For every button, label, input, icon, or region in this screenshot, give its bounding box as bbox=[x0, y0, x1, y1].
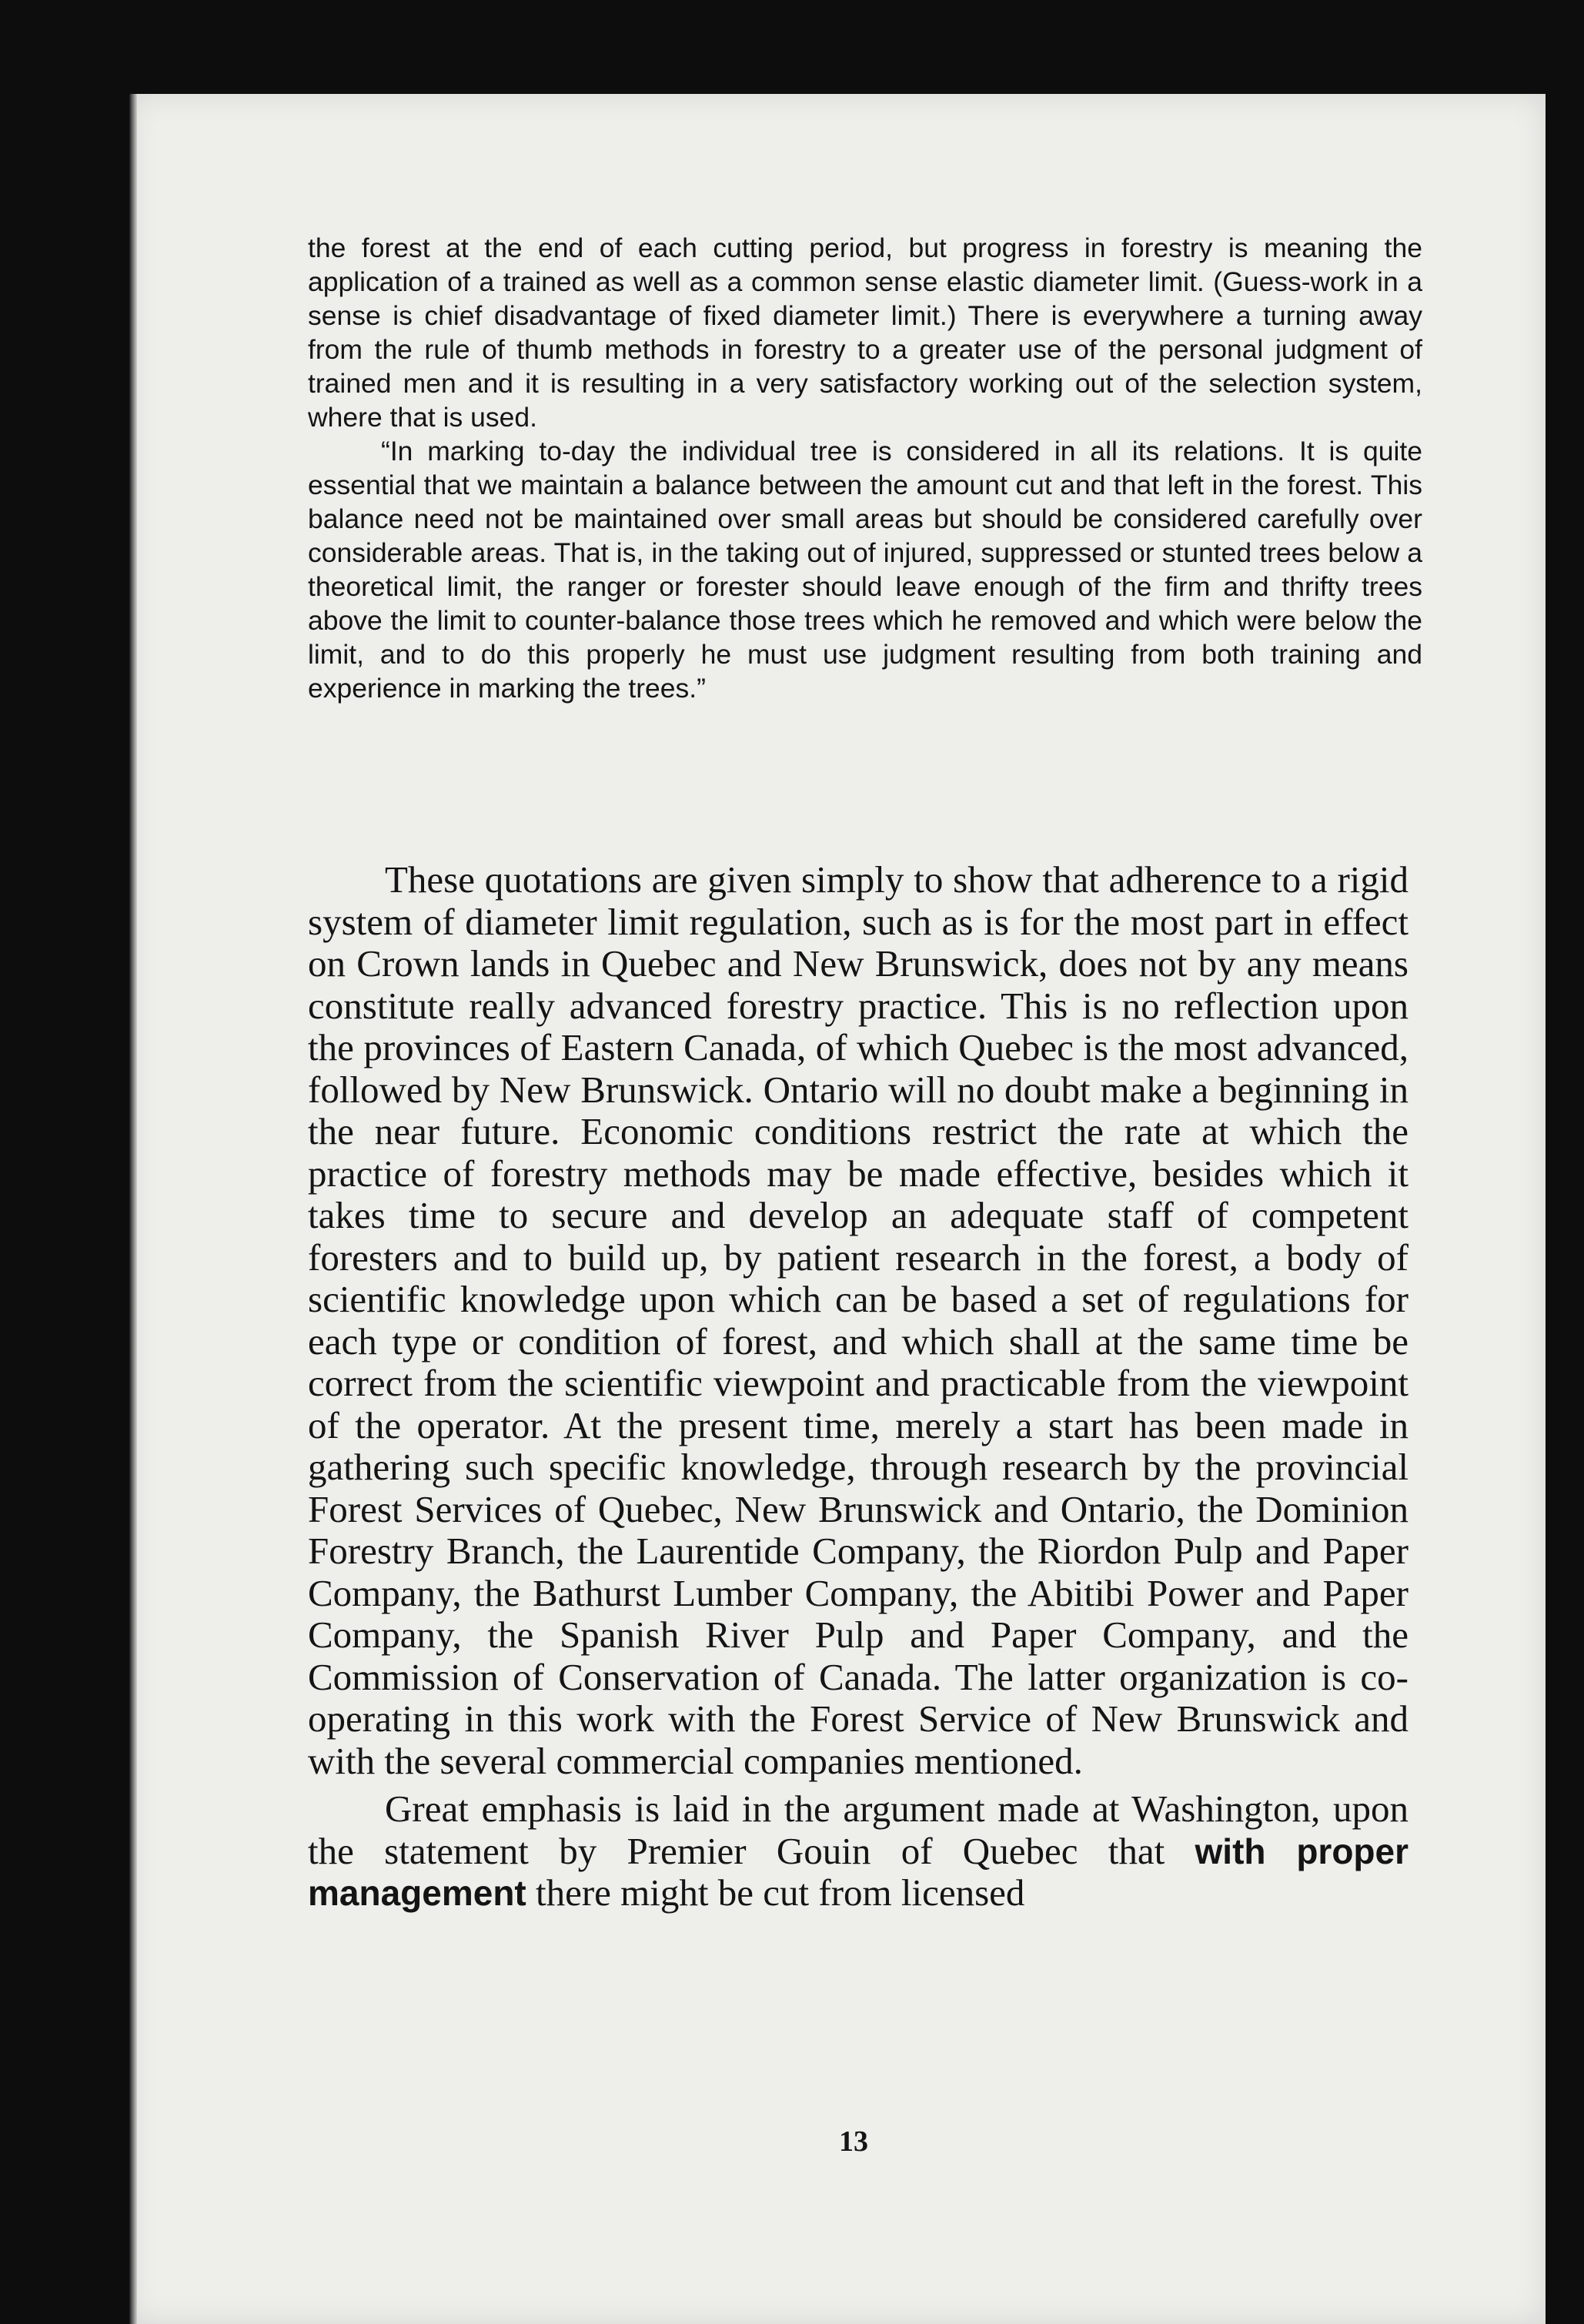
quote-paragraph: the forest at the end of each cutting period, but progress in forestry is meaning the application of a trained as well as a common sense elastic diameter limit. (Guess-work in a sense is chief disadvantage of fixed diameter limit.) There is everywhere a turning away from the rule of thumb methods in forestry to a greater use of the personal judgment of trained men and it is resulting in a very satisfactory working out of the selection system, where that is used. bbox=[308, 232, 1422, 433]
emphasized-phrase: with proper management bbox=[308, 1831, 1409, 1913]
body-paragraph: These quotations are given simply to show that adherence to a rigid system of diameter limit regulation, such as is for the most part in effect on Crown lands in Quebec and New Brunswick, does not by any means constitute really advanced forestry practice. This is no reflection upon the provinces of Eastern Canada, of which Quebec is the most advanced, followed by New Brunswick. Ontario will no doubt make a beginning in the near future. Economic conditions restrict the rate at which the practice of forestry methods may be made effective, besides which it takes time to secure and develop an adequate staff of competent foresters and to build up, by patient research in the forest, a body of scientific knowledge upon which can be based a set of regulations for each type or condition of forest, and which shall at the same time be correct from the scientific viewpoint and practicable from the viewpoint of the operator. At the present time, merely a start has been made in gathering such specific knowledge, through research by the provincial Forest Services of Quebec, New Brunswick and Ontario, the Dominion Forestry Branch, the Laurentide Company, the Riordon Pulp and Paper Company, the Bathurst Lumber Company, the Abitibi Power and Paper Company, the Spanish River Pulp and Paper Company, and the Commission of Conservation of Canada. The latter organization is co-operating in this work with the Forest Service of New Brunswick and with the several commercial companies mentioned. bbox=[308, 858, 1409, 1782]
body-text bbox=[308, 859, 1409, 1914]
quoted-passage bbox=[308, 231, 1422, 705]
scan-border-right bbox=[1546, 94, 1584, 2324]
body-paragraph bbox=[308, 1788, 1409, 1914]
quote-paragraph: “In marking to-day the individual tree is considered in all its relations. It is quite essential that we maintain a balance between the amount cut and that left in the forest. This balance need not be maintained over small areas but should be considered carefully over considerable areas. That is, in the taking out of injured, suppressed or stunted trees below a theoretical limit, the ranger or forester should leave enough of the firm and thrifty trees above the limit to counter-balance those trees which he removed and which were below the limit, and to do this properly he must use judgment resulting from both training and experience in marking the trees.” bbox=[308, 436, 1422, 704]
page-number: 13 bbox=[839, 2125, 868, 2158]
page-binding-edge bbox=[129, 94, 137, 2324]
paragraph-text: there might be cut from licensed bbox=[536, 1871, 1025, 1914]
paragraph-text: Great emphasis is laid in the argument made at Washington, upon the statement by Premier Gouin of Quebec that bbox=[308, 1787, 1409, 1872]
